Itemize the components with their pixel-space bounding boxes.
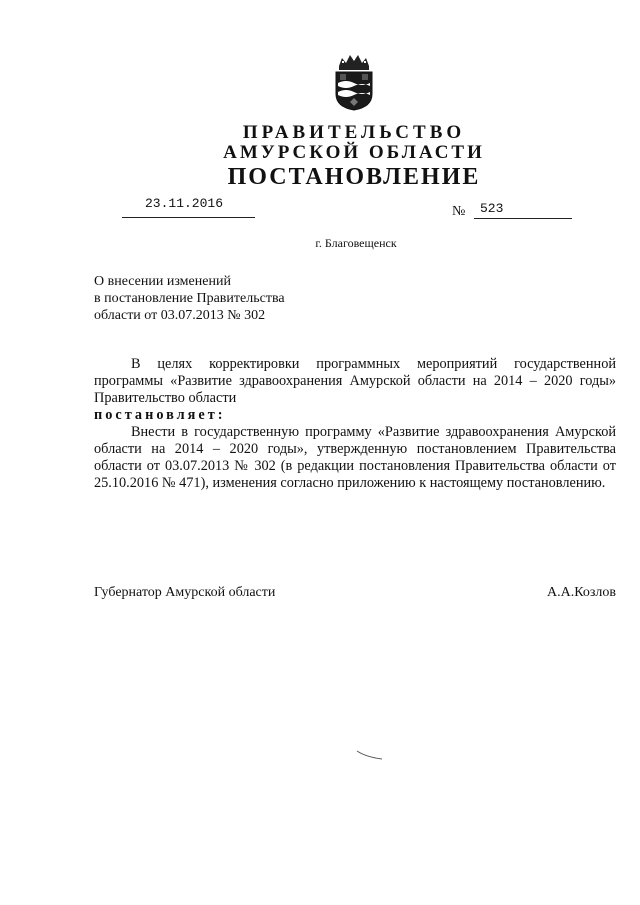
- number-underline: [474, 218, 572, 219]
- government-title-line1: ПРАВИТЕЛЬСТВО: [242, 122, 466, 143]
- subject-line: в постановление Правительства: [94, 291, 285, 306]
- resolves-keyword: постановляет:: [94, 407, 226, 423]
- amur-oblast-coat-of-arms-icon: [331, 52, 377, 112]
- body-paragraph-decision: Внести в государственную программу «Развитие здравоохранения Амурской области на 2014 – 2020 годы», утвержденную постановлением Правительства области от 03.07.2013 № 302 (в редакции постановления Правительства области от 25.10.2016 № 471), изменения согласно приложению к настоящему постановлению.: [94, 424, 616, 491]
- document-type-title: ПОСТАНОВЛЕНИЕ: [227, 164, 481, 190]
- body-paragraph-preamble: В целях корректировки программных мероприятий государственной программы «Развитие здравоохранения Амурской области на 2014 – 2020 годы» Правительство области: [94, 356, 616, 406]
- document-body: [94, 356, 616, 492]
- subject-line: О внесении изменений: [94, 274, 231, 289]
- date-underline: [122, 217, 255, 218]
- signatory-name: А.А.Козлов: [547, 585, 616, 600]
- document-date: 23.11.2016: [145, 196, 224, 211]
- document-number: 523: [480, 201, 504, 216]
- government-title-line2: АМУРСКОЙ ОБЛАСТИ: [223, 142, 485, 163]
- document-subject: [94, 273, 285, 324]
- subject-line: области от 03.07.2013 № 302: [94, 308, 266, 323]
- signatory-position: Губернатор Амурской области: [94, 585, 276, 600]
- scan-mark-icon: [356, 748, 384, 762]
- number-sign: №: [452, 204, 466, 219]
- city-line: г. Благовещенск: [315, 236, 397, 250]
